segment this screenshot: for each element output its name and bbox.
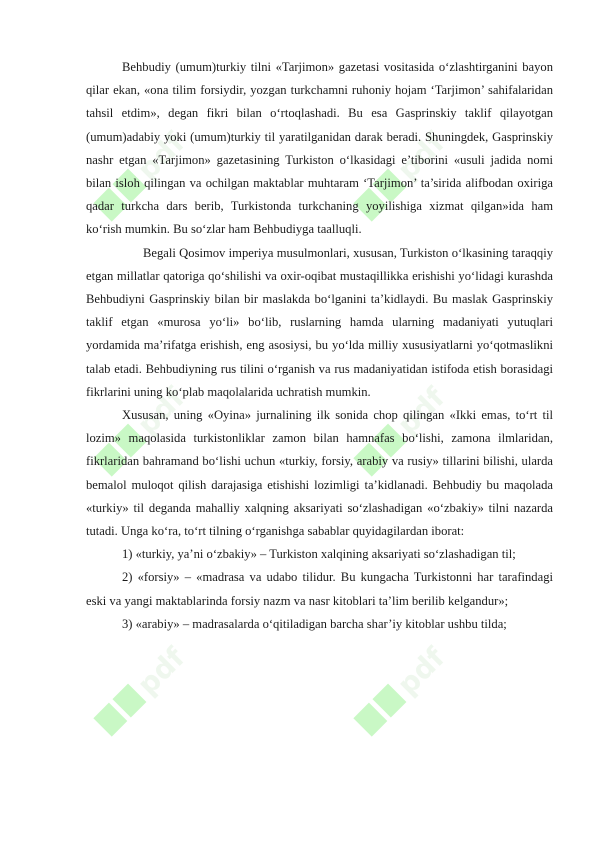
paragraph: Behbudiy (umum)turkiy tilni «Tarjimon» gazetasi vositasida o‘zlashtirganini bayon qilar ekan, «ona tilim forsiydir, yozgan turkchamni ruhoniy hojam ‘Tarjimon’ sahifalaridan tahsil etdim», degan fikri bilan o‘rtoqlashadi. Bu esa Gasprinskiy taklif qilayotgan (umum)adabiy yoki (umum)turkiy til yaratilganidan darak beradi. Shuningdek, Gasprinskiy nashr etgan «Tarjimon» gazetasining Turkiston o‘lkasidagi e’tiborini «usuli jadida nomi bilan isloh qilingan va ochilgan maktablar muhtaram ‘Tarjimon’ ta’sirida alifbodan oxiriga qadar turkcha dars berib, Turkistonda turkchaning yoyilishiga xizmat qilgan»ida ham ko‘rish mumkin. Bu so‘zlar ham Behbudiyga taalluqli.: [86, 60, 553, 237]
svg-text:pdf: pdf: [390, 125, 452, 187]
paragraph: Xususan, uning «Oyina» jurnalining ilk sonida chop qilingan «Ikki emas, to‘rt til lozim» maqolasida turkistonliklar zamon bilan hamnafas bo‘lishi, zamona ilmlaridan, fikrlaridan bahramand bo‘lishi uchun «turkiy, forsiy, arabiy va rusiy» tillarini bilishi, ularda bemalol muloqot qilish darajasiga etishishi lozimligi ta’kidlanadi. Behbudiy bu maqolada «turkiy» til deganda mahalliy xalqning aksariyati so‘zlashadigan «o‘zbakiy» tilni nazarda tutadi. Unga ko‘ra, to‘rt tilning o‘rganishga sabablar quyidagilardan iborat:: [86, 408, 553, 539]
paragraph: Begali Qosimov imperiya musulmonlari, xususan, Turkiston o‘lkasining taraqqiy etgan millatlar qatoriga qo‘shilishi va oxir-oqibat mustaqillikka erishishi yo‘lidagi kurashda Behbudiyni Gasprinskiy bilan bir maslakda bo‘lganini ta’kidlaydi. Bu maslak Gasprinskiy taklif etgan «murosa yo‘li» bo‘lib, ruslarning hamda ularning madaniyati yutuqlari yordamida ma’rifatga erishish, eng asosiysi, bu yo‘lda milliy xususiyatlarni yo‘qotmaslikni talab etadi. Behbudiyning rus tilini o‘rganish va rus madaniyatidan istifoda etish borasidagi fikrlarini uning ko‘plab maqolalarida uchratish mumkin.: [86, 245, 553, 399]
svg-text:pdf: pdf: [390, 380, 452, 442]
list-item: 1) «turkiy, ya’ni o‘zbakiy» – Turkiston xalqining aksariyati so‘zlashadigan til;: [122, 547, 516, 562]
list-item: 3) «arabiy» – madrasalarda o‘qitiladigan barcha shar’iy kitoblar ushbu tilda;: [122, 616, 507, 631]
svg-text:pdf: pdf: [130, 640, 192, 702]
document-body: [86, 56, 553, 636]
svg-text:pdf: pdf: [130, 125, 192, 187]
list-item: 2) «forsiy» – «madrasa va udabo tilidur. Bu kungacha Turkistonni har tarafindagi eski va yangi maktablarinda forsiy nazm va nasr kitoblari ta’lim berilib kelgandur»;: [86, 570, 553, 608]
svg-text:pdf: pdf: [130, 380, 192, 442]
svg-text:pdf: pdf: [390, 640, 452, 702]
